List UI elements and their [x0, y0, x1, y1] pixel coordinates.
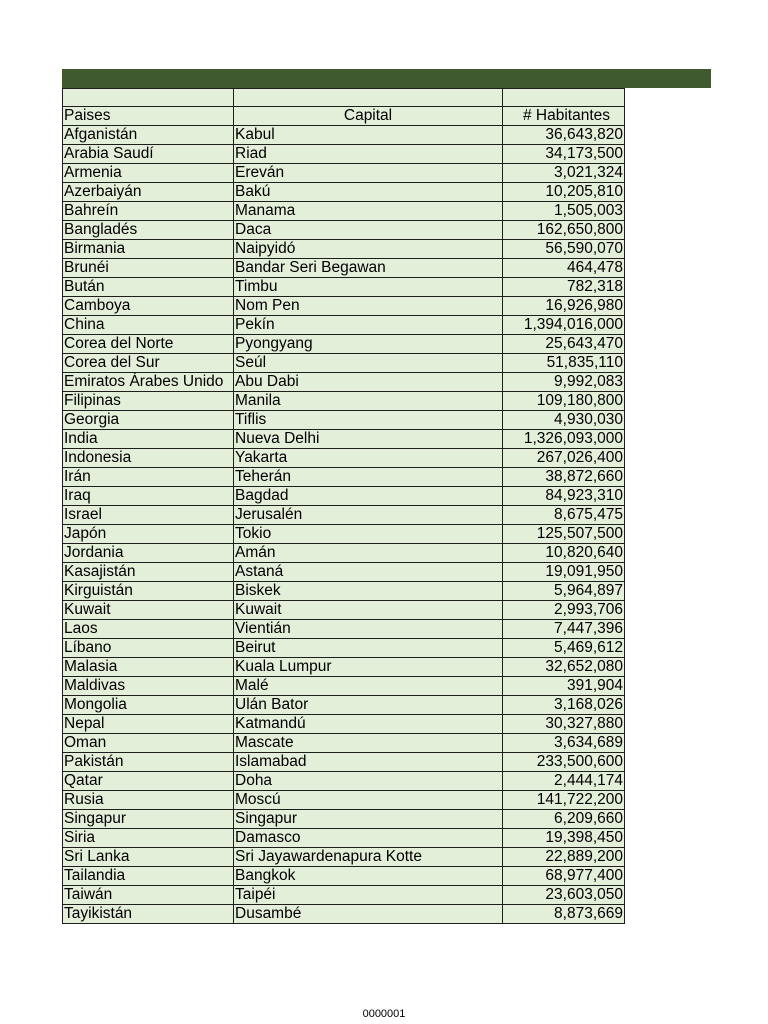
- population-cell: 51,835,110: [503, 354, 625, 373]
- capital-cell: Seúl: [234, 354, 503, 373]
- country-cell: Filipinas: [63, 392, 234, 411]
- table-row: [63, 316, 625, 335]
- population-cell: 9,992,083: [503, 373, 625, 392]
- country-cell: Oman: [63, 734, 234, 753]
- country-cell: Sri Lanka: [63, 848, 234, 867]
- capital-cell: Katmandú: [234, 715, 503, 734]
- country-cell: Qatar: [63, 772, 234, 791]
- population-cell: 6,209,660: [503, 810, 625, 829]
- capital-cell: Pekín: [234, 316, 503, 335]
- blank-cell: [234, 89, 503, 107]
- blank-cell: [63, 89, 234, 107]
- capital-cell: Riad: [234, 145, 503, 164]
- population-cell: 233,500,600: [503, 753, 625, 772]
- table-row: [63, 335, 625, 354]
- table-row: [63, 183, 625, 202]
- country-cell: Indonesia: [63, 449, 234, 468]
- table-row: [63, 164, 625, 183]
- population-cell: 34,173,500: [503, 145, 625, 164]
- table-row: [63, 202, 625, 221]
- population-cell: 30,327,880: [503, 715, 625, 734]
- capital-cell: Islamabad: [234, 753, 503, 772]
- table-row: [63, 145, 625, 164]
- capital-cell: Sri Jayawardenapura Kotte: [234, 848, 503, 867]
- table-row: [63, 544, 625, 563]
- table-row: [63, 259, 625, 278]
- population-cell: 109,180,800: [503, 392, 625, 411]
- country-cell: Singapur: [63, 810, 234, 829]
- capital-cell: Nom Pen: [234, 297, 503, 316]
- population-cell: 3,021,324: [503, 164, 625, 183]
- capital-cell: Jerusalén: [234, 506, 503, 525]
- table-row: [63, 525, 625, 544]
- population-cell: 1,326,093,000: [503, 430, 625, 449]
- population-cell: 10,205,810: [503, 183, 625, 202]
- population-cell: 38,872,660: [503, 468, 625, 487]
- country-cell: Líbano: [63, 639, 234, 658]
- table-row: [63, 506, 625, 525]
- capital-cell: Pyongyang: [234, 335, 503, 354]
- population-cell: 36,643,820: [503, 126, 625, 145]
- population-cell: 8,873,669: [503, 905, 625, 924]
- capital-cell: Manama: [234, 202, 503, 221]
- capital-cell: Singapur: [234, 810, 503, 829]
- country-cell: Laos: [63, 620, 234, 639]
- table-row: [63, 639, 625, 658]
- capital-cell: Mascate: [234, 734, 503, 753]
- capital-cell: Amán: [234, 544, 503, 563]
- capital-cell: Daca: [234, 221, 503, 240]
- country-cell: Kuwait: [63, 601, 234, 620]
- country-cell: Brunéi: [63, 259, 234, 278]
- table-row: [63, 886, 625, 905]
- table-row: [63, 411, 625, 430]
- country-cell: Rusia: [63, 791, 234, 810]
- header-country: Paises: [63, 107, 234, 126]
- population-cell: 464,478: [503, 259, 625, 278]
- country-cell: Taiwán: [63, 886, 234, 905]
- table-row: [63, 373, 625, 392]
- capital-cell: Kabul: [234, 126, 503, 145]
- population-cell: 56,590,070: [503, 240, 625, 259]
- capital-cell: Abu Dabi: [234, 373, 503, 392]
- capital-cell: Dusambé: [234, 905, 503, 924]
- capital-cell: Teherán: [234, 468, 503, 487]
- capital-cell: Naipyidó: [234, 240, 503, 259]
- population-cell: 2,444,174: [503, 772, 625, 791]
- country-cell: Afganistán: [63, 126, 234, 145]
- table-row: [63, 848, 625, 867]
- country-cell: Siria: [63, 829, 234, 848]
- population-cell: 19,398,450: [503, 829, 625, 848]
- table-row: [63, 905, 625, 924]
- population-cell: 141,722,200: [503, 791, 625, 810]
- population-cell: 25,643,470: [503, 335, 625, 354]
- country-cell: Mongolia: [63, 696, 234, 715]
- country-cell: Corea del Sur: [63, 354, 234, 373]
- capital-cell: Biskek: [234, 582, 503, 601]
- population-cell: 22,889,200: [503, 848, 625, 867]
- table-row: [63, 753, 625, 772]
- capital-cell: Malé: [234, 677, 503, 696]
- population-cell: 267,026,400: [503, 449, 625, 468]
- population-cell: 162,650,800: [503, 221, 625, 240]
- country-cell: Tayikistán: [63, 905, 234, 924]
- country-cell: Camboya: [63, 297, 234, 316]
- country-cell: Bután: [63, 278, 234, 297]
- table-row: [63, 829, 625, 848]
- header-capital: Capital: [234, 107, 503, 126]
- capital-cell: Moscú: [234, 791, 503, 810]
- capital-cell: Bagdad: [234, 487, 503, 506]
- population-cell: 8,675,475: [503, 506, 625, 525]
- population-cell: 4,930,030: [503, 411, 625, 430]
- table-row: [63, 867, 625, 886]
- population-cell: 19,091,950: [503, 563, 625, 582]
- capital-cell: Ereván: [234, 164, 503, 183]
- population-cell: 32,652,080: [503, 658, 625, 677]
- country-cell: India: [63, 430, 234, 449]
- capital-cell: Bangkok: [234, 867, 503, 886]
- table-row: [63, 487, 625, 506]
- capital-cell: Kuala Lumpur: [234, 658, 503, 677]
- header-row: [63, 107, 625, 126]
- country-cell: Azerbaiyán: [63, 183, 234, 202]
- country-cell: Bahreín: [63, 202, 234, 221]
- header-population: # Habitantes: [503, 107, 625, 126]
- capital-cell: Yakarta: [234, 449, 503, 468]
- table-row: [63, 240, 625, 259]
- population-cell: 23,603,050: [503, 886, 625, 905]
- population-cell: 16,926,980: [503, 297, 625, 316]
- population-cell: 125,507,500: [503, 525, 625, 544]
- country-cell: Japón: [63, 525, 234, 544]
- capital-cell: Beirut: [234, 639, 503, 658]
- capital-cell: Kuwait: [234, 601, 503, 620]
- country-cell: Bangladés: [63, 221, 234, 240]
- country-cell: Jordania: [63, 544, 234, 563]
- population-cell: 3,168,026: [503, 696, 625, 715]
- table-row: [63, 563, 625, 582]
- table-row: [63, 772, 625, 791]
- table-row: [63, 620, 625, 639]
- table-row: [63, 715, 625, 734]
- capital-cell: Tiflis: [234, 411, 503, 430]
- country-cell: Israel: [63, 506, 234, 525]
- country-cell: Maldivas: [63, 677, 234, 696]
- population-cell: 1,394,016,000: [503, 316, 625, 335]
- capital-cell: Astaná: [234, 563, 503, 582]
- population-cell: 391,904: [503, 677, 625, 696]
- table-row: [63, 126, 625, 145]
- population-cell: 7,447,396: [503, 620, 625, 639]
- country-cell: Tailandia: [63, 867, 234, 886]
- country-cell: Emiratos Árabes Unido: [63, 373, 234, 392]
- population-cell: 5,469,612: [503, 639, 625, 658]
- population-cell: 3,634,689: [503, 734, 625, 753]
- capital-cell: Timbu: [234, 278, 503, 297]
- country-cell: Armenia: [63, 164, 234, 183]
- header-bar: [62, 69, 711, 88]
- country-cell: Irán: [63, 468, 234, 487]
- population-cell: 5,964,897: [503, 582, 625, 601]
- capital-cell: Ulán Bator: [234, 696, 503, 715]
- country-cell: Arabia Saudí: [63, 145, 234, 164]
- capital-cell: Tokio: [234, 525, 503, 544]
- table-row: [63, 810, 625, 829]
- table-row: [63, 582, 625, 601]
- table-row: [63, 696, 625, 715]
- table-row: [63, 734, 625, 753]
- population-cell: 2,993,706: [503, 601, 625, 620]
- table-row: [63, 677, 625, 696]
- population-cell: 782,318: [503, 278, 625, 297]
- country-cell: Malasia: [63, 658, 234, 677]
- table-row: [63, 430, 625, 449]
- population-cell: 1,505,003: [503, 202, 625, 221]
- country-cell: Kirguistán: [63, 582, 234, 601]
- country-cell: Pakistán: [63, 753, 234, 772]
- table-row: [63, 297, 625, 316]
- blank-cell: [503, 89, 625, 107]
- capital-cell: Doha: [234, 772, 503, 791]
- capital-cell: Nueva Delhi: [234, 430, 503, 449]
- capital-cell: Taipéi: [234, 886, 503, 905]
- blank-row: [63, 89, 625, 107]
- country-cell: Georgia: [63, 411, 234, 430]
- country-cell: China: [63, 316, 234, 335]
- page-number: 0000001: [362, 1008, 406, 1020]
- population-cell: 10,820,640: [503, 544, 625, 563]
- table-row: [63, 354, 625, 373]
- country-cell: Iraq: [63, 487, 234, 506]
- table-row: [63, 449, 625, 468]
- table-row: [63, 392, 625, 411]
- countries-table: [62, 88, 625, 924]
- table-row: [63, 658, 625, 677]
- country-cell: Nepal: [63, 715, 234, 734]
- table-row: [63, 278, 625, 297]
- population-cell: 84,923,310: [503, 487, 625, 506]
- capital-cell: Manila: [234, 392, 503, 411]
- country-cell: Kasajistán: [63, 563, 234, 582]
- population-cell: 68,977,400: [503, 867, 625, 886]
- table-row: [63, 468, 625, 487]
- country-cell: Birmania: [63, 240, 234, 259]
- capital-cell: Vientián: [234, 620, 503, 639]
- capital-cell: Bakú: [234, 183, 503, 202]
- table-row: [63, 601, 625, 620]
- table-row: [63, 791, 625, 810]
- capital-cell: Damasco: [234, 829, 503, 848]
- country-cell: Corea del Norte: [63, 335, 234, 354]
- capital-cell: Bandar Seri Begawan: [234, 259, 503, 278]
- table-row: [63, 221, 625, 240]
